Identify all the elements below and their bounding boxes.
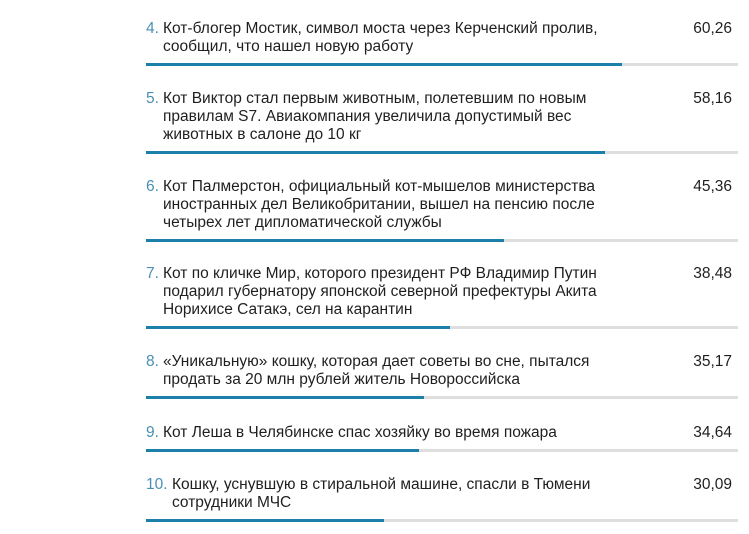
bar-track xyxy=(146,326,738,329)
rank-number: 9. xyxy=(146,424,159,441)
rank-number: 6. xyxy=(146,178,159,195)
item-value: 38,48 xyxy=(693,265,732,282)
item-text: «Уникальную» кошку, которая дает советы во сне, пытался продать за 20 млн рублей житель Новороссийска xyxy=(163,353,590,388)
bar-track xyxy=(146,63,738,66)
item-text: Кот Леша в Челябинске спас хозяйку во время пожара xyxy=(163,424,557,441)
rank-number: 8. xyxy=(146,353,159,370)
item-text: Кот-блогер Мостик, символ моста через Керченский пролив, сообщил, что нашел новую работу xyxy=(163,20,598,55)
item-text: Кот Виктор стал первым животным, полетевшим по новым правилам S7. Авиакомпания увеличила допустимый вес животных в салоне до 10 кг xyxy=(163,90,587,143)
bar-fill xyxy=(146,63,622,66)
item-text: Кот по кличке Мир, которого президент РФ Владимир Путин подарил губернатору японской северной префектуры Акита Норихисе Сатакэ, сел на карантин xyxy=(163,265,597,318)
bar-track xyxy=(146,519,738,522)
bar-track xyxy=(146,449,738,452)
item-value: 60,26 xyxy=(693,20,732,37)
item-value: 35,17 xyxy=(693,353,732,370)
item-value: 45,36 xyxy=(693,178,732,195)
item-value: 34,64 xyxy=(693,424,732,441)
rank-number: 10. xyxy=(146,476,168,493)
bar-fill xyxy=(146,326,450,329)
bar-track xyxy=(146,239,738,242)
bar-track xyxy=(146,151,738,154)
bar-fill xyxy=(146,449,419,452)
item-text: Кот Палмерстон, официальный кот-мышелов министерства иностранных дел Великобритании, вышел на пенсию после четырех лет дипломатической службы xyxy=(163,178,596,231)
rank-number: 7. xyxy=(146,265,159,282)
item-text: Кошку, уснувшую в стиральной машине, спасли в Тюмени сотрудники МЧС xyxy=(172,476,591,511)
item-value: 58,16 xyxy=(693,90,732,107)
rank-number: 5. xyxy=(146,90,159,107)
item-value: 30,09 xyxy=(693,476,732,493)
bar-track xyxy=(146,396,738,399)
bar-fill xyxy=(146,239,504,242)
rank-number: 4. xyxy=(146,20,159,37)
bar-fill xyxy=(146,519,384,522)
bar-fill xyxy=(146,151,605,154)
bar-fill xyxy=(146,396,424,399)
